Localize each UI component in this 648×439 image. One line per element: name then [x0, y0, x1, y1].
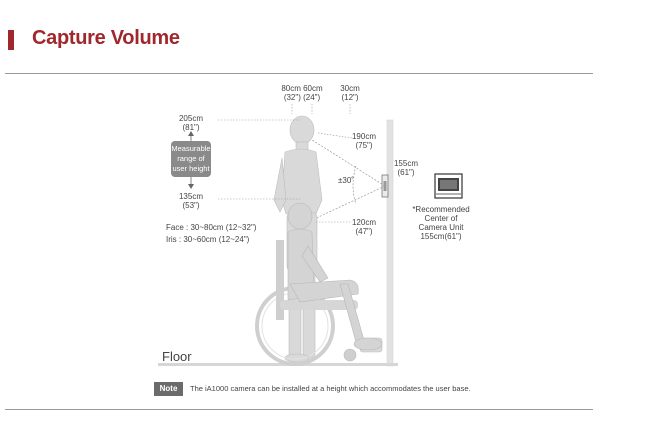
- recommend-line3: Camera Unit: [418, 223, 464, 232]
- label-far-distance-inch: (12"): [341, 93, 359, 102]
- label-face-distance-inch: (32") (24"): [283, 93, 321, 102]
- recommend-line4: 155cm(61"): [420, 232, 462, 241]
- label-205cm-inch: (81"): [182, 123, 200, 132]
- page-title: Capture Volume: [32, 27, 180, 49]
- label-120cm-inch: (47"): [355, 227, 373, 236]
- range-label-line1: Measurable: [171, 144, 211, 153]
- bottom-divider: [5, 409, 593, 410]
- label-135cm-inch: (53"): [182, 201, 200, 210]
- range-label-line2: range of: [177, 154, 205, 163]
- label-190cm: 190cm: [351, 132, 377, 141]
- camera-unit-icon: [435, 174, 462, 198]
- recommend-line2: Center of: [424, 214, 458, 223]
- label-135cm: 135cm: [178, 192, 204, 201]
- label-face-distance: 80cm 60cm: [281, 84, 323, 93]
- range-label-line3: user height: [172, 164, 210, 173]
- label-155cm: 155cm: [393, 159, 419, 168]
- label-far-distance: 30cm: [340, 84, 360, 93]
- wall: [387, 120, 393, 366]
- face-range-label: Face : 30~80cm (12~32"): [166, 223, 257, 232]
- label-angle: ±30˚: [338, 176, 354, 185]
- note-text: The iA1000 camera can be installed at a height which accommodates the user base.: [190, 384, 471, 393]
- recommend-line1: *Recommended: [412, 205, 470, 214]
- label-120cm: 120cm: [351, 218, 377, 227]
- label-155cm-inch: (61"): [397, 168, 415, 177]
- iris-range-label: Iris : 30~60cm (12~24"): [166, 235, 250, 244]
- note-badge: Note: [154, 382, 183, 396]
- floor-label: Floor: [162, 349, 192, 364]
- label-190cm-inch: (75"): [355, 141, 373, 150]
- floor-line: [158, 363, 398, 366]
- label-205cm: 205cm: [178, 114, 204, 123]
